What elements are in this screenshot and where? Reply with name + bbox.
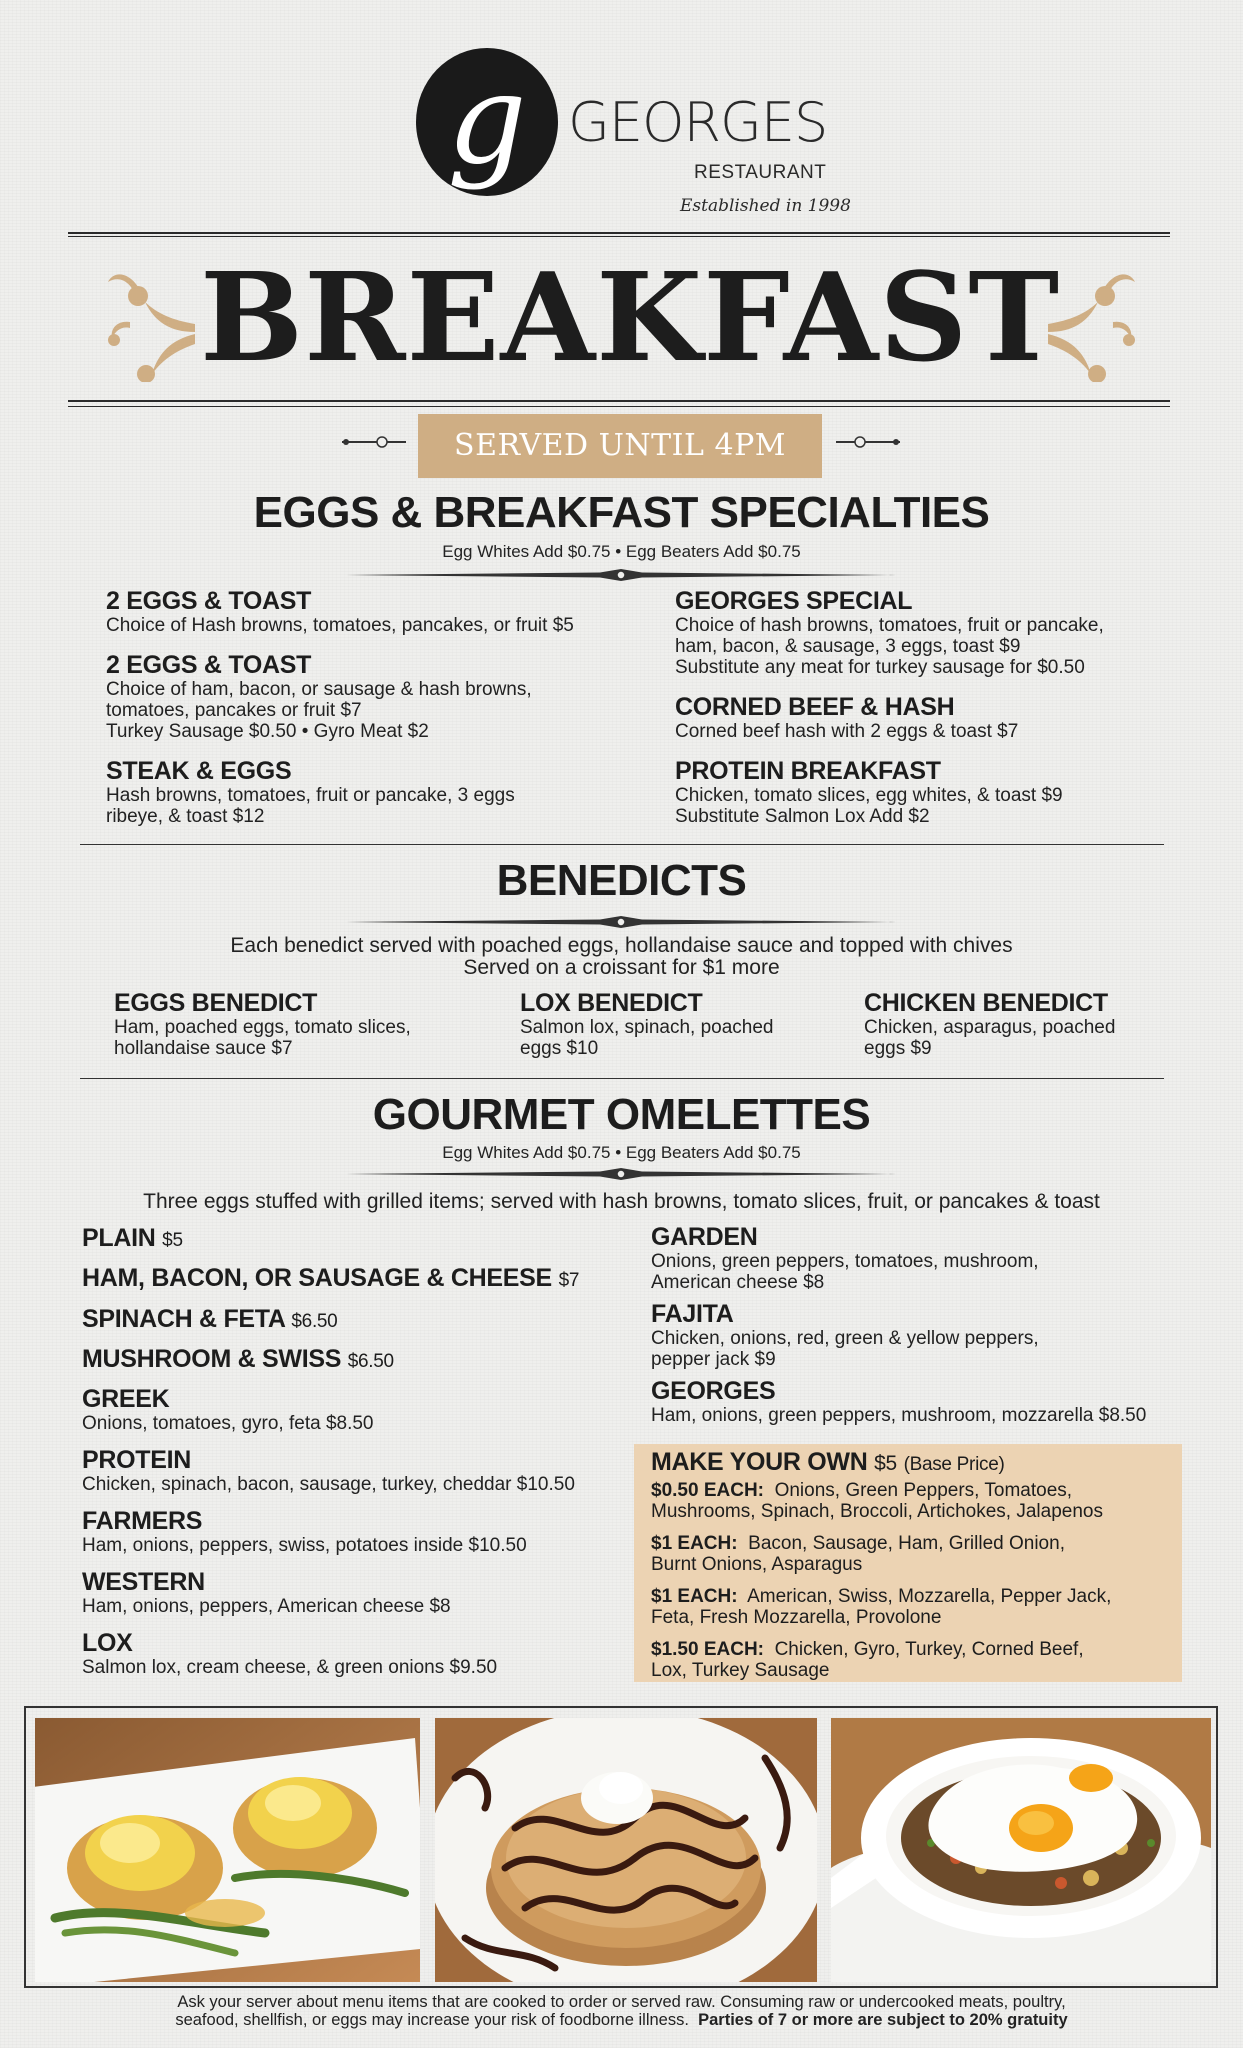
section-divider xyxy=(80,844,1164,845)
benedicts-croissant-note: Served on a croissant for $1 more xyxy=(463,956,780,979)
item-desc: Chicken, spinach, bacon, sausage, turkey, cheddar $10.50 xyxy=(82,1474,575,1495)
item-desc: Choice of hash browns, tomatoes, fruit or pancake, ham, bacon, & sausage, 3 eggs, toast $9 Substitute any meat for turkey sausage for $0.50 xyxy=(675,615,1104,678)
disclaimer-line: Ask your server about menu items that are cooked to order or served raw. Consuming raw or undercooked meats, poultry, xyxy=(177,1993,1066,2011)
benedicts-section-title: BENEDICTS xyxy=(496,856,747,905)
item-name: LOX xyxy=(82,1629,133,1657)
item-name: LOX BENEDICT xyxy=(520,989,703,1017)
item-name: PROTEIN xyxy=(82,1446,192,1474)
item-desc: Chicken, onions, red, green & yellow peppers, pepper jack $9 xyxy=(651,1328,1039,1370)
item-name: MUSHROOM & SWISS xyxy=(82,1345,342,1373)
item-name: CHICKEN BENEDICT xyxy=(864,989,1108,1017)
menu-item xyxy=(82,1568,451,1617)
bottom-header-rule xyxy=(68,400,1170,402)
eggs-divider-icon xyxy=(0,565,1243,585)
item-name: FAJITA xyxy=(651,1300,734,1328)
eggs-section-note: Egg Whites Add $0.75 • Egg Beaters Add $0.75 xyxy=(442,542,801,561)
item-desc: Ham, onions, green peppers, mushroom, mozzarella $8.50 xyxy=(651,1405,1147,1426)
menu-item xyxy=(82,1446,575,1495)
menu-item xyxy=(82,1305,337,1336)
menu-item xyxy=(82,1629,497,1678)
item-price: $6.50 xyxy=(347,1351,394,1372)
menu-item xyxy=(520,989,774,1059)
item-desc: Ham, poached eggs, tomato slices, hollandaise sauce $7 xyxy=(114,1017,411,1059)
item-price: $6.50 xyxy=(291,1311,338,1332)
ornament-right-icon xyxy=(822,432,902,452)
item-name: GARDEN xyxy=(651,1223,758,1251)
menu-item xyxy=(864,989,1115,1059)
addon-tier xyxy=(651,1480,1103,1522)
tier-label: $1 EACH: xyxy=(651,1586,738,1607)
menu-item xyxy=(106,651,532,742)
benedicts-intro: Each benedict served with poached eggs, hollandaise sauce and topped with chives xyxy=(230,934,1013,957)
item-desc: Ham, onions, peppers, American cheese $8 xyxy=(82,1596,451,1617)
item-name: MAKE YOUR OWN xyxy=(651,1448,868,1476)
item-desc: Chicken, asparagus, poached eggs $9 xyxy=(864,1017,1116,1059)
make-your-own-box xyxy=(634,1444,1182,1682)
omelettes-intro: Three eggs stuffed with grilled items; served with hash browns, tomato slices, fruit, or pancakes & toast xyxy=(143,1190,1100,1213)
section-divider xyxy=(80,1078,1164,1079)
item-desc: Chicken, tomato slices, egg whites, & toast $9 Substitute Salmon Lox Add $2 xyxy=(675,785,1063,827)
gratuity-note: Parties of 7 or more are subject to 20% gratuity xyxy=(698,2011,1068,2029)
item-desc: Onions, tomatoes, gyro, feta $8.50 xyxy=(82,1413,374,1434)
eggs-section-title: EGGS & BREAKFAST SPECIALTIES xyxy=(253,488,990,537)
menu-item xyxy=(82,1345,394,1376)
item-price: $7 xyxy=(558,1270,580,1291)
item-name: STEAK & EGGS xyxy=(106,757,292,785)
eggs-benedict-photo xyxy=(35,1718,420,1982)
item-name: 2 EGGS & TOAST xyxy=(106,587,312,615)
addon-tier xyxy=(651,1639,1084,1681)
served-until-banner: SERVED UNTIL 4PM xyxy=(418,414,822,478)
disclaimer-line: seafood, shellfish, or eggs may increase your risk of foodborne illness. xyxy=(175,2011,689,2029)
menu-item xyxy=(675,693,1018,742)
item-name: PLAIN xyxy=(82,1224,156,1252)
tier-label: $1 EACH: xyxy=(651,1533,738,1554)
omelettes-section-note: Egg Whites Add $0.75 • Egg Beaters Add $0.75 xyxy=(442,1143,801,1162)
addon-tier xyxy=(651,1533,1065,1575)
flourish-right-icon xyxy=(1043,262,1143,382)
item-name: WESTERN xyxy=(82,1568,205,1596)
tier-items: Lox, Turkey Sausage xyxy=(651,1660,830,1681)
pancakes-photo xyxy=(435,1718,817,1982)
restaurant-subtitle: RESTAURANT xyxy=(694,162,827,183)
menu-item xyxy=(82,1385,374,1434)
tier-label: $1.50 EACH: xyxy=(651,1639,764,1660)
menu-item xyxy=(651,1377,1146,1426)
item-name: CORNED BEEF & HASH xyxy=(675,693,955,721)
tier-items: Feta, Fresh Mozzarella, Provolone xyxy=(651,1607,942,1628)
tier-items: Chicken, Gyro, Turkey, Corned Beef, xyxy=(774,1639,1084,1660)
item-name: FARMERS xyxy=(82,1507,203,1535)
item-price: $5 xyxy=(162,1230,183,1251)
tier-items: American, Swiss, Mozzarella, Pepper Jack, xyxy=(747,1586,1112,1607)
item-desc: Hash browns, tomatoes, fruit or pancake, 3 eggs ribeye, & toast $12 xyxy=(106,785,515,827)
menu-item xyxy=(651,1300,1039,1370)
item-name: EGGS BENEDICT xyxy=(114,989,318,1017)
addon-tier xyxy=(651,1586,1111,1628)
flourish-left-icon xyxy=(100,262,200,382)
item-price: $5 xyxy=(874,1452,897,1475)
tier-items: Bacon, Sausage, Ham, Grilled Onion, xyxy=(748,1533,1065,1554)
egg-skillet-photo xyxy=(831,1718,1211,1982)
menu-item xyxy=(106,757,515,827)
menu-item xyxy=(82,1224,183,1255)
top-rule xyxy=(68,232,1170,234)
item-desc: Onions, green peppers, tomatoes, mushroom, American cheese $8 xyxy=(651,1251,1039,1293)
ornament-left-icon xyxy=(340,432,420,452)
item-name: PROTEIN BREAKFAST xyxy=(675,757,941,785)
item-desc: Corned beef hash with 2 eggs & toast $7 xyxy=(675,721,1019,742)
menu-item xyxy=(82,1507,527,1556)
item-desc: Salmon lox, spinach, poached eggs $10 xyxy=(520,1017,774,1059)
menu-item xyxy=(651,1223,1039,1293)
make-your-own-title xyxy=(651,1448,1005,1479)
established-line: Established in 1998 xyxy=(680,196,851,216)
page-title: BREAKFAST xyxy=(200,245,1061,389)
menu-item xyxy=(82,1264,579,1295)
tier-items: Burnt Onions, Asparagus xyxy=(651,1554,863,1575)
menu-item xyxy=(675,757,1063,827)
omelettes-divider-icon xyxy=(0,1164,1243,1184)
item-name: GEORGES xyxy=(651,1377,776,1405)
logo-letter: g xyxy=(447,48,527,192)
omelettes-section-title: GOURMET OMELETTES xyxy=(372,1090,871,1139)
footer-disclaimer xyxy=(0,1993,1243,2029)
tier-items: Mushrooms, Spinach, Broccoli, Artichokes, Jalapenos xyxy=(651,1501,1103,1522)
item-name: HAM, BACON, OR SAUSAGE & CHEESE xyxy=(82,1264,552,1292)
bottom-header-rule-thin xyxy=(68,406,1170,407)
item-desc: Ham, onions, peppers, swiss, potatoes inside $10.50 xyxy=(82,1535,527,1556)
item-desc: Salmon lox, cream cheese, & green onions $9.50 xyxy=(82,1657,498,1678)
item-name: 2 EGGS & TOAST xyxy=(106,651,312,679)
benedicts-divider-icon xyxy=(0,912,1243,932)
restaurant-name: GEORGES xyxy=(568,91,828,154)
menu-item xyxy=(675,587,1104,678)
item-name: GREEK xyxy=(82,1385,170,1413)
tier-label: $0.50 EACH: xyxy=(651,1480,764,1501)
item-desc: Choice of ham, bacon, or sausage & hash browns, tomatoes, pancakes or fruit $7 Turkey Sausage $0.50 • Gyro Meat $2 xyxy=(106,679,532,742)
top-rule-thin xyxy=(68,236,1170,237)
item-name: GEORGES SPECIAL xyxy=(675,587,913,615)
price-note: (Base Price) xyxy=(903,1454,1005,1475)
menu-item xyxy=(106,587,574,636)
menu-item xyxy=(114,989,411,1059)
item-name: SPINACH & FETA xyxy=(82,1305,285,1333)
tier-items: Onions, Green Peppers, Tomatoes, xyxy=(774,1480,1073,1501)
item-desc: Choice of Hash browns, tomatoes, pancakes, or fruit $5 xyxy=(106,615,574,636)
